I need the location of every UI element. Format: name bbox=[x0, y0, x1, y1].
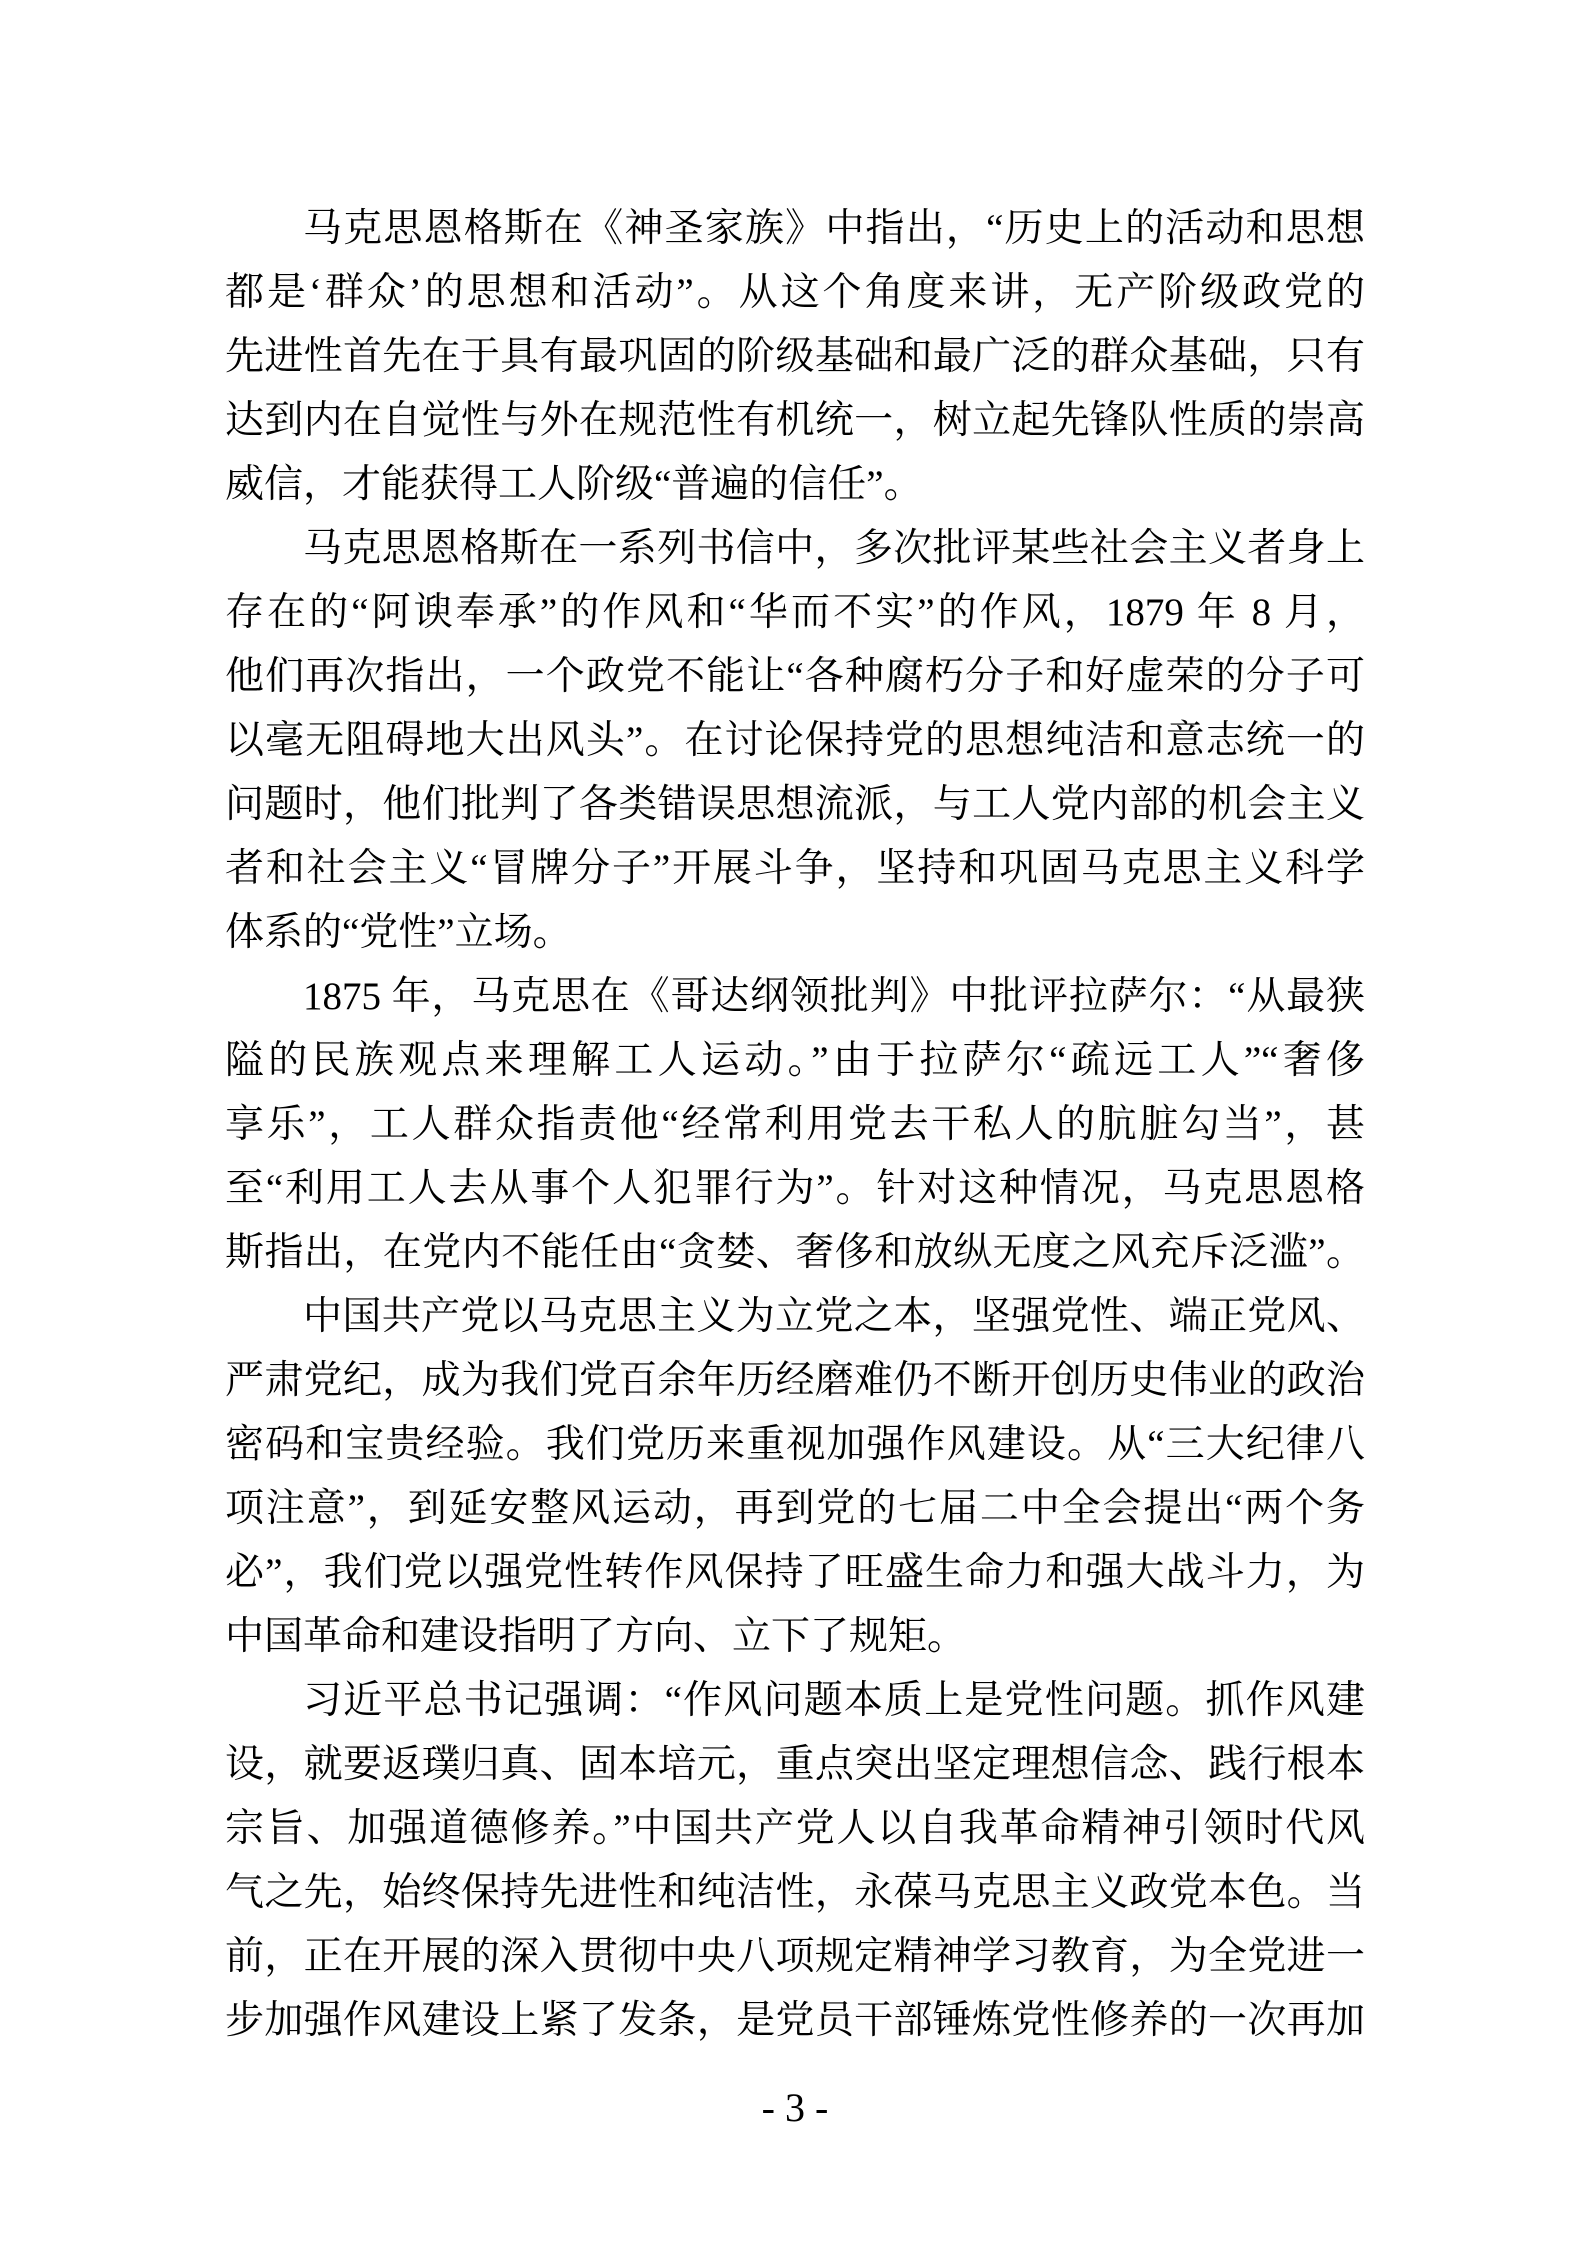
text-line: 必”，我们党以强党性转作风保持了旺盛生命力和强大战斗力，为 bbox=[225, 1551, 1365, 1594]
text-line: 气之先，始终保持先进性和纯洁性，永葆马克思主义政党本色。当 bbox=[225, 1871, 1365, 1914]
text-line: 享乐”，工人群众指责他“经常利用党去干私人的肮脏勾当”，甚 bbox=[225, 1103, 1365, 1146]
text-line: 中国共产党以马克思主义为立党之本，坚强党性、端正党风、 bbox=[303, 1295, 1365, 1338]
text-line: 以毫无阻碍地大出风头”。在讨论保持党的思想纯洁和意志统一的 bbox=[225, 719, 1365, 762]
text-line: 前，正在开展的深入贯彻中央八项规定精神学习教育，为全党进一 bbox=[225, 1935, 1365, 1978]
text-line: 至“利用工人去从事个人犯罪行为”。针对这种情况，马克思恩格 bbox=[225, 1167, 1365, 1210]
text-line: 密码和宝贵经验。我们党历来重视加强作风建设。从“三大纪律八 bbox=[225, 1423, 1365, 1466]
text-line: 体系的“党性”立场。 bbox=[225, 911, 572, 954]
text-line: 者和社会主义“冒牌分子”开展斗争，坚持和巩固马克思主义科学 bbox=[225, 847, 1365, 890]
text-line: 先进性首先在于具有最巩固的阶级基础和最广泛的群众基础，只有 bbox=[225, 335, 1365, 378]
text-line: 1875 年，马克思在《哥达纲领批判》中批评拉萨尔：“从最狭 bbox=[303, 975, 1365, 1018]
text-line: 宗旨、加强道德修养。”中国共产党人以自我革命精神引领时代风 bbox=[225, 1807, 1365, 1850]
text-line: 设，就要返璞归真、固本培元，重点突出坚定理想信念、践行根本 bbox=[225, 1743, 1365, 1786]
text-line: 都是‘群众’的思想和活动”。从这个角度来讲，无产阶级政党的 bbox=[225, 271, 1365, 314]
text-line: 马克思恩格斯在《神圣家族》中指出，“历史上的活动和思想 bbox=[303, 207, 1365, 250]
text-line: 项注意”，到延安整风运动，再到党的七届二中全会提出“两个务 bbox=[225, 1487, 1365, 1530]
text-line: 步加强作风建设上紧了发条，是党员干部锤炼党性修养的一次再加 bbox=[225, 1999, 1365, 2042]
text-line: 习近平总书记强调：“作风问题本质上是党性问题。抓作风建 bbox=[303, 1679, 1365, 1722]
text-line: 严肃党纪，成为我们党百余年历经磨难仍不断开创历史伟业的政治 bbox=[225, 1359, 1365, 1402]
text-line: 马克思恩格斯在一系列书信中，多次批评某些社会主义者身上 bbox=[303, 527, 1365, 570]
text-line: 存在的“阿谀奉承”的作风和“华而不实”的作风，1879 年 8 月， bbox=[225, 591, 1365, 634]
text-line: 威信，才能获得工人阶级“普遍的信任”。 bbox=[225, 463, 923, 506]
text-line: 隘的民族观点来理解工人运动。”由于拉萨尔“疏远工人”“奢侈 bbox=[225, 1039, 1365, 1082]
page-number: - 3 - bbox=[761, 2085, 829, 2130]
text-line: 中国革命和建设指明了方向、立下了规矩。 bbox=[225, 1615, 967, 1658]
body-text bbox=[225, 197, 1365, 2053]
text-line: 斯指出，在党内不能任由“贪婪、奢侈和放纵无度之风充斥泛滥”。 bbox=[225, 1231, 1365, 1274]
text-line: 达到内在自觉性与外在规范性有机统一，树立起先锋队性质的崇高 bbox=[225, 399, 1365, 442]
text-line: 问题时，他们批判了各类错误思想流派，与工人党内部的机会主义 bbox=[225, 783, 1365, 826]
text-line: 他们再次指出，一个政党不能让“各种腐朽分子和好虚荣的分子可 bbox=[225, 655, 1365, 698]
